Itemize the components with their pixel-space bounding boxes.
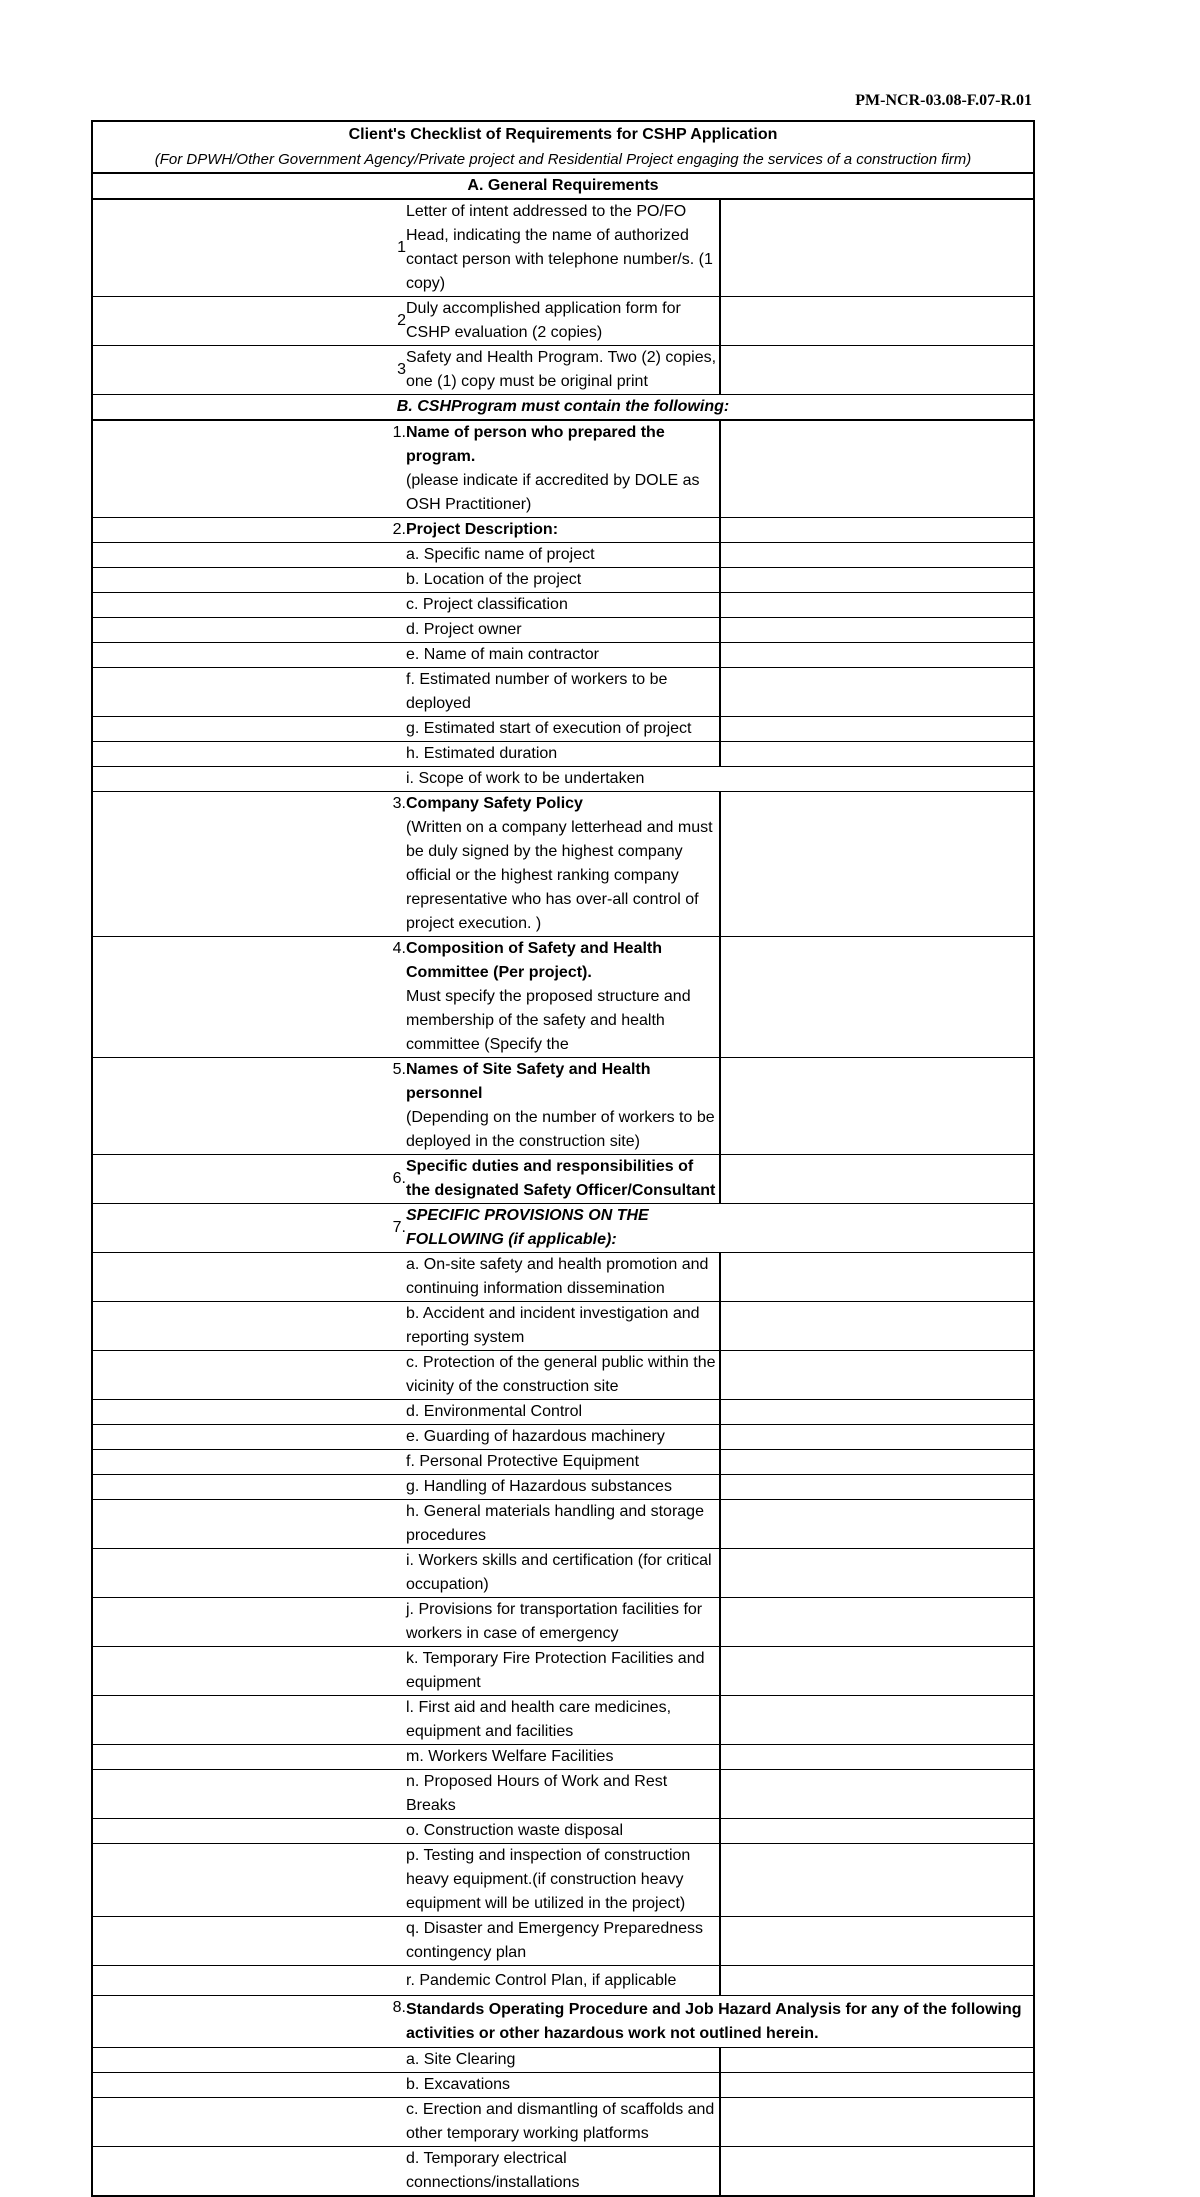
- table-row: [92, 346, 1034, 395]
- checkbox-cell[interactable]: [720, 568, 1034, 593]
- table-row: [92, 1475, 1034, 1500]
- sub-item: m. Workers Welfare Facilities: [406, 1745, 720, 1770]
- table-row: [92, 668, 1034, 717]
- checkbox-cell[interactable]: [720, 1549, 1034, 1598]
- item-note: (Depending on the number of workers to be deployed in the construction site): [406, 1109, 715, 1150]
- sub-item: k. Temporary Fire Protection Facilities and equipment: [406, 1647, 720, 1696]
- checkbox-cell[interactable]: [720, 199, 1034, 297]
- item-title: Project Description:: [406, 518, 720, 543]
- checkbox-cell[interactable]: [720, 1400, 1034, 1425]
- sub-item: c. Protection of the general public within the vicinity of the construction site: [406, 1351, 720, 1400]
- table-row: [92, 937, 1034, 1058]
- table-row: [92, 297, 1034, 346]
- table-row: [92, 543, 1034, 568]
- sub-item: n. Proposed Hours of Work and Rest Breaks: [406, 1770, 720, 1819]
- table-row: [92, 568, 1034, 593]
- section-b-heading-row: [92, 395, 1034, 421]
- sub-item: e. Name of main contractor: [406, 643, 720, 668]
- sub-item: q. Disaster and Emergency Preparedness contingency plan: [406, 1917, 720, 1966]
- table-row: [92, 1696, 1034, 1745]
- checklist-table: [91, 120, 1035, 2197]
- table-row: [92, 643, 1034, 668]
- checkbox-cell[interactable]: [720, 593, 1034, 618]
- checkbox-cell[interactable]: [720, 2048, 1034, 2073]
- checkbox-cell[interactable]: [720, 668, 1034, 717]
- table-row: [92, 742, 1034, 767]
- table-row: [92, 2048, 1034, 2073]
- checkbox-cell[interactable]: [720, 792, 1034, 937]
- sub-item: a. Specific name of project: [406, 543, 720, 568]
- checkbox-cell[interactable]: [720, 1155, 1034, 1204]
- sub-item: b. Excavations: [406, 2073, 720, 2098]
- table-row: [92, 1450, 1034, 1475]
- table-row: [92, 1549, 1034, 1598]
- section-a-heading: A. General Requirements: [92, 173, 1034, 199]
- title-row: [92, 121, 1034, 173]
- item-number: 2.: [92, 518, 406, 543]
- checkbox-cell[interactable]: [720, 543, 1034, 568]
- table-row: [92, 1253, 1034, 1302]
- item-number: 5.: [92, 1058, 406, 1155]
- item-number: 3.: [92, 792, 406, 937]
- sub-item: l. First aid and health care medicines, equipment and facilities: [406, 1696, 720, 1745]
- sub-item: r. Pandemic Control Plan, if applicable: [406, 1966, 720, 1996]
- checkbox-cell[interactable]: [720, 297, 1034, 346]
- checkbox-cell[interactable]: [720, 937, 1034, 1058]
- checkbox-cell[interactable]: [720, 1917, 1034, 1966]
- table-row: [92, 792, 1034, 937]
- checkbox-cell[interactable]: [720, 518, 1034, 543]
- table-row: [92, 1819, 1034, 1844]
- checkbox-cell[interactable]: [720, 1696, 1034, 1745]
- table-row: [92, 717, 1034, 742]
- table-row: [92, 1598, 1034, 1647]
- item-title: Company Safety Policy: [406, 795, 583, 812]
- table-row: [92, 1204, 1034, 1253]
- item-number: 6.: [92, 1155, 406, 1204]
- item-note: Must specify the proposed structure and membership of the safety and health committee (Specify the: [406, 988, 691, 1053]
- table-row: [92, 1500, 1034, 1549]
- checkbox-cell[interactable]: [720, 2147, 1034, 2197]
- item-number: 1.: [92, 420, 406, 518]
- checkbox-cell[interactable]: [720, 643, 1034, 668]
- sub-item: d. Environmental Control: [406, 1400, 720, 1425]
- table-row: [92, 2073, 1034, 2098]
- checkbox-cell[interactable]: [720, 618, 1034, 643]
- sub-item: c. Project classification: [406, 593, 720, 618]
- sub-item: i. Workers skills and certification (for critical occupation): [406, 1549, 720, 1598]
- sub-item: d. Temporary electrical connections/installations: [406, 2147, 720, 2197]
- item-text: Duly accomplished application form for CSHP evaluation (2 copies): [406, 297, 720, 346]
- checkbox-cell[interactable]: [720, 742, 1034, 767]
- item-title: SPECIFIC PROVISIONS ON THE FOLLOWING (if applicable):: [406, 1204, 720, 1253]
- checkbox-cell[interactable]: [720, 1302, 1034, 1351]
- table-row: [92, 1058, 1034, 1155]
- checkbox-cell[interactable]: [720, 346, 1034, 395]
- document-code: PM-NCR-03.08-F.07-R.01: [855, 92, 1032, 109]
- checkbox-cell[interactable]: [720, 1770, 1034, 1819]
- item-title: Composition of Safety and Health Committee (Per project).: [406, 940, 663, 981]
- checkbox-cell[interactable]: [720, 1253, 1034, 1302]
- table-row: [92, 1966, 1034, 1996]
- item-text: Letter of intent addressed to the PO/FO Head, indicating the name of authorized contact person with telephone number/s. (1 copy): [406, 199, 720, 297]
- sub-item: f. Personal Protective Equipment: [406, 1450, 720, 1475]
- table-row: [92, 518, 1034, 543]
- checkbox-cell[interactable]: [720, 1819, 1034, 1844]
- checkbox-cell[interactable]: [720, 420, 1034, 518]
- table-row: [92, 1647, 1034, 1696]
- page-subtitle: (For DPWH/Other Government Agency/Private project and Residential Project engaging the services of a construction firm): [154, 151, 972, 168]
- checkbox-cell[interactable]: [720, 2073, 1034, 2098]
- table-row: [92, 1770, 1034, 1819]
- table-row: [92, 1400, 1034, 1425]
- sub-item: c. Erection and dismantling of scaffolds and other temporary working platforms: [406, 2098, 720, 2147]
- page-title: Client's Checklist of Requirements for CSHP Application: [348, 126, 778, 143]
- table-row: [92, 1155, 1034, 1204]
- section-b-heading: B. CSHProgram must contain the following:: [92, 395, 1034, 421]
- item-text: Safety and Health Program. Two (2) copies, one (1) copy must be original print: [406, 346, 720, 395]
- section-a-heading-row: [92, 173, 1034, 199]
- checkbox-cell[interactable]: [720, 1351, 1034, 1400]
- item-title: Specific duties and responsibilities of the designated Safety Officer/Consultant: [406, 1155, 720, 1204]
- checkbox-cell[interactable]: [720, 1966, 1034, 1996]
- sub-item: a. Site Clearing: [406, 2048, 720, 2073]
- table-row: [92, 593, 1034, 618]
- table-row: [92, 1425, 1034, 1450]
- table-row: [92, 2098, 1034, 2147]
- table-row: [92, 1917, 1034, 1966]
- checkbox-cell[interactable]: [720, 1475, 1034, 1500]
- item-title: Name of person who prepared the program.: [406, 424, 665, 465]
- sub-item: f. Estimated number of workers to be deployed: [406, 668, 720, 717]
- item-number: 1: [92, 199, 406, 297]
- table-row: [92, 1844, 1034, 1917]
- checkbox-cell[interactable]: [720, 1598, 1034, 1647]
- sub-item: b. Accident and incident investigation and reporting system: [406, 1302, 720, 1351]
- item-number: 3: [92, 346, 406, 395]
- sub-item: h. Estimated duration: [406, 742, 720, 767]
- table-row: [92, 2147, 1034, 2197]
- sub-item: a. On-site safety and health promotion and continuing information dissemination: [406, 1253, 720, 1302]
- item-number: 8.: [92, 1996, 406, 2048]
- item-title: Standards Operating Procedure and Job Hazard Analysis for any of the following activities or other hazardous work not outlined herein.: [406, 1996, 1034, 2048]
- sub-item: j. Provisions for transportation facilities for workers in case of emergency: [406, 1598, 720, 1647]
- item-note: (Written on a company letterhead and must be duly signed by the highest company official or the highest ranking company representative who has over-all control of project execution. ): [406, 819, 713, 932]
- sub-item: p. Testing and inspection of construction heavy equipment.(if construction heavy equipment will be utilized in the project): [406, 1844, 720, 1917]
- item-number: 7.: [92, 1204, 406, 1253]
- sub-item: b. Location of the project: [406, 568, 720, 593]
- sub-item: e. Guarding of hazardous machinery: [406, 1425, 720, 1450]
- checkbox-cell[interactable]: [720, 717, 1034, 742]
- item-number: 4.: [92, 937, 406, 1058]
- sub-item: g. Handling of Hazardous substances: [406, 1475, 720, 1500]
- item-title: Names of Site Safety and Health personnel: [406, 1061, 651, 1102]
- table-row: [92, 199, 1034, 297]
- table-row: [92, 618, 1034, 643]
- table-row: [92, 1302, 1034, 1351]
- sub-item: g. Estimated start of execution of project: [406, 717, 720, 742]
- sub-item: o. Construction waste disposal: [406, 1819, 720, 1844]
- checkbox-cell[interactable]: [720, 2098, 1034, 2147]
- table-row: [92, 420, 1034, 518]
- sub-item: i. Scope of work to be undertaken: [406, 767, 720, 792]
- checkbox-cell[interactable]: [720, 1058, 1034, 1155]
- sub-item: h. General materials handling and storage procedures: [406, 1500, 720, 1549]
- checkbox-cell[interactable]: [720, 1425, 1034, 1450]
- sub-item: d. Project owner: [406, 618, 720, 643]
- table-row: [92, 1351, 1034, 1400]
- table-row: [92, 1745, 1034, 1770]
- checkbox-cell[interactable]: [720, 1844, 1034, 1917]
- item-number: 2: [92, 297, 406, 346]
- item-note: (please indicate if accredited by DOLE as OSH Practitioner): [406, 472, 700, 513]
- checkbox-cell[interactable]: [720, 1647, 1034, 1696]
- table-row: [92, 767, 1034, 792]
- checkbox-cell[interactable]: [720, 1745, 1034, 1770]
- checkbox-cell[interactable]: [720, 1450, 1034, 1475]
- checkbox-cell[interactable]: [720, 1500, 1034, 1549]
- table-row: [92, 1996, 1034, 2048]
